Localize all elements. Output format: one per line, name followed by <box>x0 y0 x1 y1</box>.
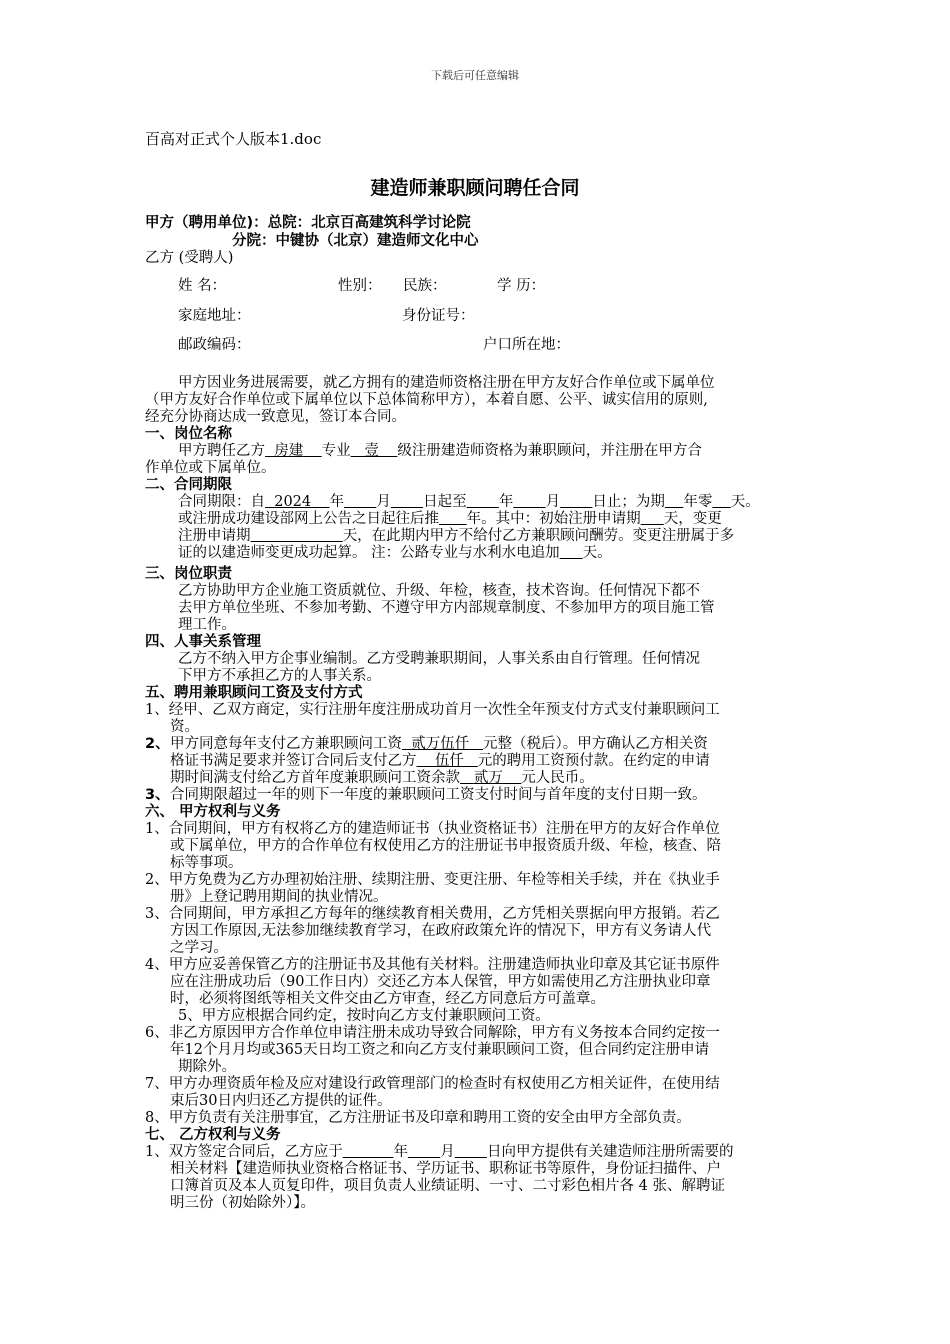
s6-item-2: 2、甲方免费为乙方办理初始注册、续期注册、变更注册、年检等相关手续，并在《执业手 <box>145 872 720 888</box>
intro-line: 经充分协商达成一致意见，签订本合同。 <box>145 409 406 425</box>
s5-item-3: 合同期限超过一年的则下一年度的兼职顾问工资支付时间与首年度的支付日期一致。 <box>170 787 707 803</box>
s6-item-6-cont: 年12个月月均或365天日均工资之和向乙方支付兼职顾问工资，但合同约定注册申请 <box>170 1042 710 1058</box>
s5-item-1: 1、经甲、乙双方商定，实行注册年度注册成功首月一次性全年预支付方式支付兼职顾问工 <box>145 702 720 718</box>
s1-line-1: 甲方聘任乙方 房建 专业 壹 级注册建造师资格为兼职顾问，并注册在甲方合 <box>178 443 702 459</box>
s3-line: 理工作。 <box>178 617 236 633</box>
intro-line: 甲方因业务进展需要，就乙方拥有的建造师资格注册在甲方友好合作单位或下属单位 <box>178 375 715 391</box>
grade-field: 壹 <box>364 443 379 459</box>
s6-item-7-cont: 束后30日内归还乙方提供的证件。 <box>170 1093 392 1109</box>
s6-item-2-cont: 册》上登记聘用期间的执业情况。 <box>170 889 388 905</box>
s3-line: 乙方协助甲方企业施工资质就位、升级、年检，核查，技术咨询。任何情况下都不 <box>178 583 700 599</box>
s1-line-2: 作单位或下属单位。 <box>145 460 276 476</box>
s4-line: 乙方不纳入甲方企事业编制。乙方受聘兼职期间，人事关系由自行管理。任何情况 <box>178 651 700 667</box>
s6-item-8: 8、甲方负责有关注册事宜，乙方注册证书及印章和聘用工资的安全由甲方全部负责。 <box>145 1110 691 1126</box>
s6-item-6-cont: 期除外。 <box>178 1059 236 1075</box>
hukou-label: 户口所在地： <box>483 337 570 353</box>
id-label: 身份证号： <box>402 308 475 324</box>
section-heading: 三、岗位职责 <box>145 566 232 582</box>
address-label: 家庭地址： <box>178 308 251 324</box>
s7-item-1-cont: 相关材料【建造师执业资格合格证书、学历证书、职称证书等原件，身份证扫描件、户 <box>170 1161 721 1177</box>
s6-item-3-cont: 方因工作原因,无法参加继续教育学习，在政府政策允许的情况下，甲方有义务请人代 <box>170 923 712 939</box>
s4-line: 下甲方不承担乙方的人事关系。 <box>178 668 381 684</box>
s5-item-2-number: 2、 <box>145 736 170 752</box>
section-heading: 一、岗位名称 <box>145 426 232 442</box>
intro-line: （甲方友好合作单位或下属单位以下总体简称甲方），本着自愿、公平、诚实信用的原则, <box>145 392 708 408</box>
file-name: 百高对正式个人版本1.doc <box>145 130 322 148</box>
s7-item-1-cont: 口簿首页及本人页复印件，项目负责人业绩证明、一寸、二寸彩色相片各 4 张、解聘证 <box>170 1178 725 1194</box>
s2-line-3: 注册申请期 天，在此期内甲方不给付乙方兼职顾问酬劳。变更注册属于多 <box>178 528 735 544</box>
s6-item-7: 7、甲方办理资质年检及应对建设行政管理部门的检查时有权使用乙方相关证件，在使用结 <box>145 1076 720 1092</box>
s2-line-2: 或注册成功建设部网上公告之日起往后推 年。其中：初始注册申请期 天，变更 <box>178 511 722 527</box>
s5-item-2-line-2: 格证书满足要求并签订合同后支付乙方 伍仟 元的聘用工资预付款。在约定的申请 <box>170 753 710 769</box>
s6-item-5: 5、甲方应根据合同约定，按时向乙方支付兼职顾问工资。 <box>178 1008 550 1024</box>
party-a-branch: 分院：中键协（北京）建造师文化中心 <box>232 233 479 249</box>
s6-item-4-cont: 时，必须将图纸等相关文件交由乙方审查，经乙方同意后方可盖章。 <box>170 991 605 1007</box>
s6-item-1: 1、合同期间，甲方有权将乙方的建造师证书（执业资格证书）注册在甲方的友好合作单位 <box>145 821 720 837</box>
party-a: 甲方（聘用单位)：总院：北京百高建筑科学讨论院 <box>145 215 471 231</box>
s2-line-4: 证的以建造师变更成功起算。 注：公路专业与水利水电追加 天。 <box>178 545 612 561</box>
s6-item-6: 6、非乙方原因甲方合作单位申请注册未成功导致合同解除，甲方有义务按本合同约定按一 <box>145 1025 720 1041</box>
section-heading: 五、聘用兼职顾问工资及支付方式 <box>145 685 363 701</box>
section-heading: 七、 乙方权利与义务 <box>145 1127 281 1143</box>
header-note: 下载后可任意编辑 <box>431 69 519 82</box>
s6-item-3-cont: 之学习。 <box>170 940 228 956</box>
s3-line: 去甲方单位坐班、不参加考勤、不遵守甲方内部规章制度、不参加甲方的项目施工管 <box>178 600 715 616</box>
party-b: 乙方 (受聘人) <box>145 250 234 266</box>
s5-item-2-line-1: 甲方同意每年支付乙方兼职顾问工资 贰万伍仟 元整（税后）。甲方确认乙方相关资 <box>170 736 708 752</box>
s6-item-4: 4、甲方应妥善保管乙方的注册证书及其他有关材料。注册建造师执业印章及其它证书原件 <box>145 957 720 973</box>
name-label: 姓 名： <box>178 278 227 294</box>
specialty-field: 房建 <box>274 443 304 459</box>
annual-salary: 贰万伍仟 <box>411 736 470 752</box>
s5-item-1-cont: 资。 <box>170 719 199 735</box>
ethnicity-label: 民族： <box>403 278 447 294</box>
s7-item-1-cont: 明三份（初始除外）】。 <box>170 1195 315 1211</box>
s2-line-1: 合同期限：自 2024 年 月 日起至 年 月 日止；为期 年零 天。 <box>178 494 760 510</box>
section-heading: 四、人事关系管理 <box>145 634 261 650</box>
postcode-label: 邮政编码： <box>178 337 251 353</box>
balance-payment: 贰万 <box>473 770 503 786</box>
gender-label: 性别： <box>338 278 382 294</box>
advance-payment: 伍仟 <box>434 753 464 769</box>
s6-item-1-cont: 或下属单位，甲方的合作单位有权使用乙方的注册证书申报资质升级、年检，核查、陪 <box>170 838 721 854</box>
document-title: 建造师兼职顾问聘任合同 <box>370 177 580 199</box>
section-heading: 六、 甲方权利与义务 <box>145 804 281 820</box>
s6-item-1-cont: 标等事项。 <box>170 855 243 871</box>
education-label: 学 历： <box>497 278 546 294</box>
s7-item-1-line-1: 1、双方签定合同后，乙方应于 年 月 日向甲方提供有关建造师注册所需要的 <box>145 1144 734 1160</box>
s6-item-4-cont: 应在注册成功后（90工作日内）交还乙方本人保管，甲方如需使用乙方注册执业印章 <box>170 974 711 990</box>
s5-item-3-number: 3、 <box>145 787 170 803</box>
s6-item-3: 3、合同期间，甲方承担乙方每年的继续教育相关费用，乙方凭相关票据向甲方报销。若乙 <box>145 906 720 922</box>
s5-item-2-line-3: 期时间满支付给乙方首年度兼职顾问工资余款 贰万 元人民币。 <box>170 770 594 786</box>
section-heading: 二、合同期限 <box>145 477 232 493</box>
